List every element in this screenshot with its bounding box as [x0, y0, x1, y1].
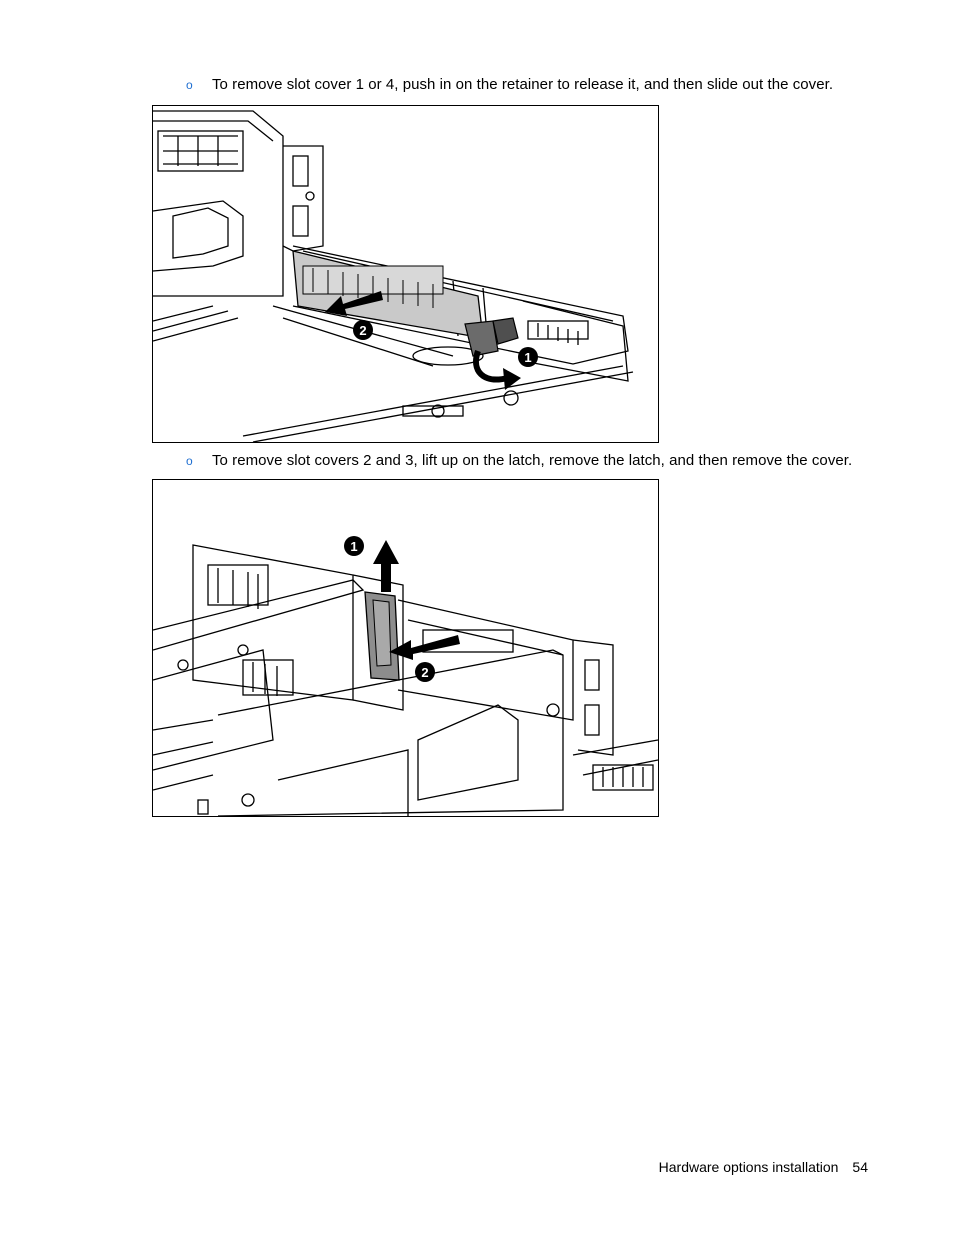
svg-text:2: 2 — [359, 323, 367, 338]
bullet-icon: o — [186, 454, 193, 468]
instruction-text: To remove slot cover 1 or 4, push in on the retainer to release it, and then slide out the cover. — [212, 76, 834, 93]
figure-slot-cover-1-4 — [152, 105, 659, 443]
instruction-2 — [186, 452, 852, 469]
instruction-1 — [186, 76, 833, 93]
page-footer — [659, 1159, 868, 1175]
callout-2 — [415, 662, 435, 682]
figure-slot-cover-2-3 — [152, 479, 659, 817]
callout-2 — [353, 320, 373, 340]
callout-1 — [344, 536, 364, 556]
bullet-icon: o — [186, 78, 193, 92]
svg-text:1: 1 — [350, 539, 358, 554]
figure-2-illustration — [153, 480, 658, 816]
instruction-text: To remove slot covers 2 and 3, lift up on the latch, remove the latch, and then remove the cover. — [212, 452, 853, 469]
footer-section: Hardware options installation — [658, 1159, 839, 1175]
svg-text:2: 2 — [421, 665, 429, 680]
callout-1 — [518, 347, 538, 367]
svg-text:1: 1 — [524, 350, 532, 365]
page-number: 54 — [852, 1159, 868, 1175]
figure-1-illustration — [153, 106, 658, 442]
